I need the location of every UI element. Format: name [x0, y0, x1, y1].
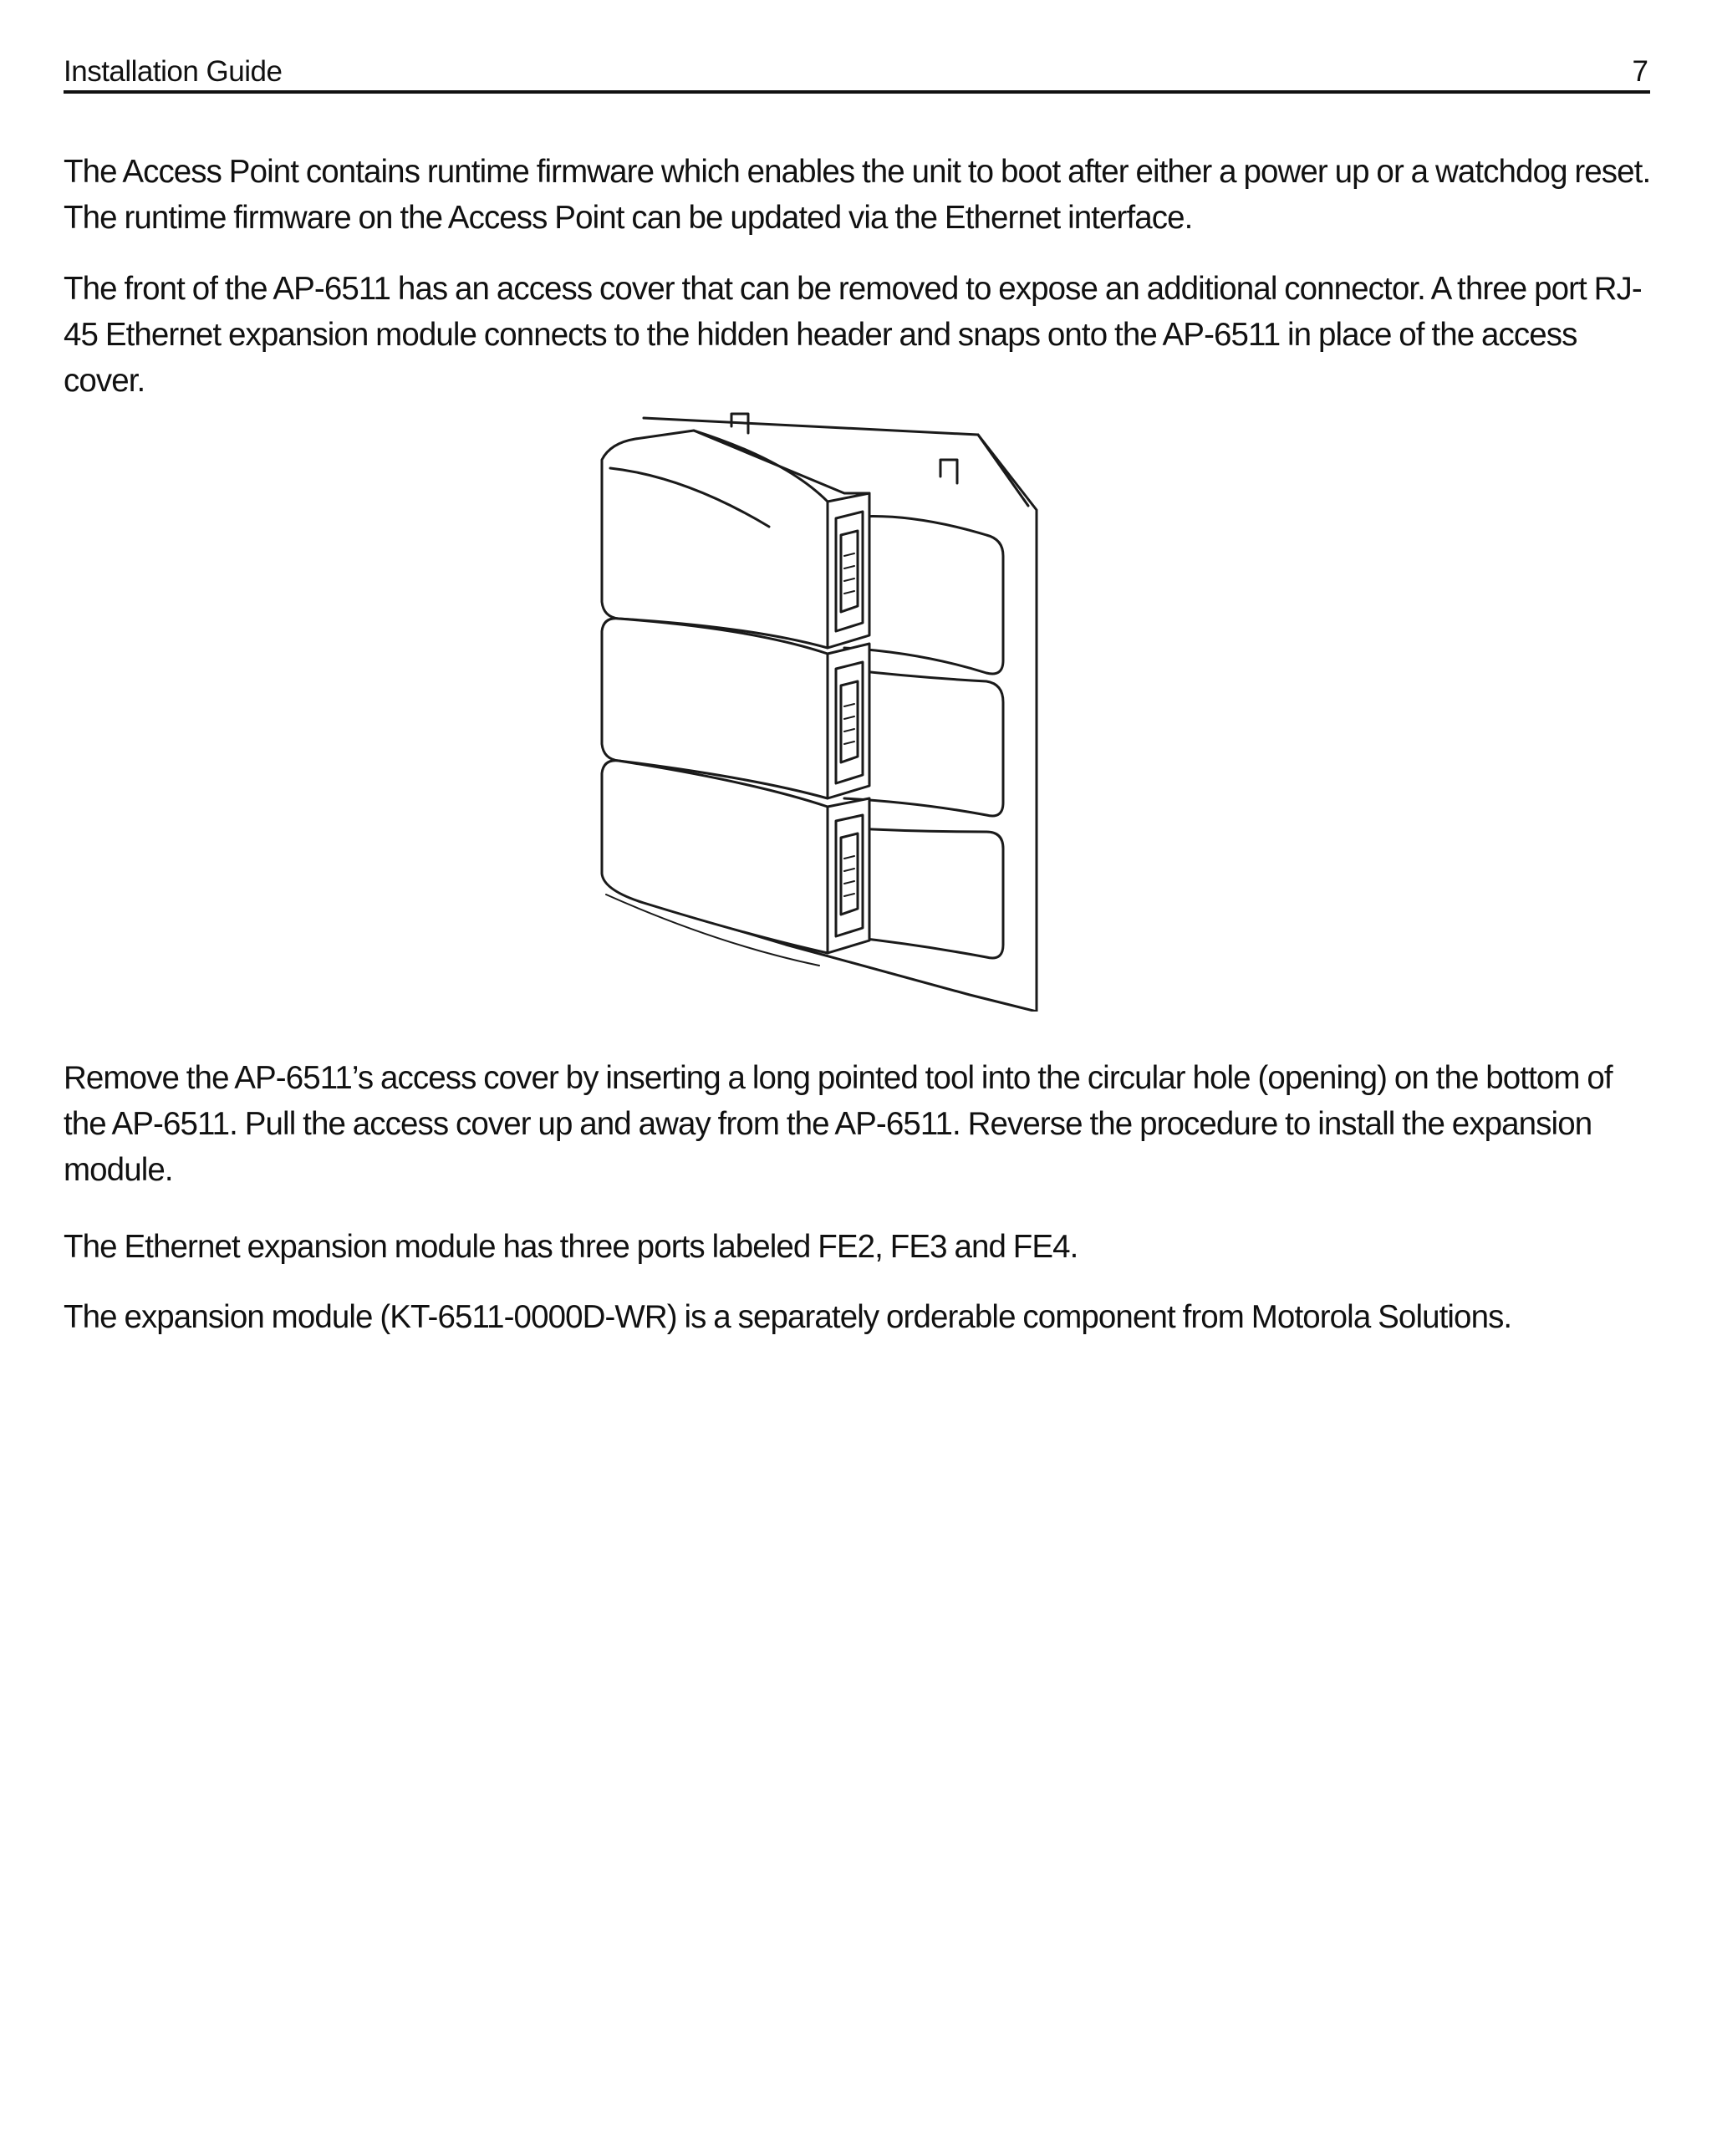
paragraph-remove-cover: Remove the AP-6511’s access cover by inserting a long pointed tool into the circular hole (opening) on the bottom of the AP-6511. Pull the access cover up and away from the AP-6511. Reverse the procedure to install the expansion module. [64, 1060, 1613, 1188]
paragraph-ports: The Ethernet expansion module has three ports labeled FE2, FE3 and FE4. [64, 1229, 1078, 1265]
port-fe3 [828, 644, 869, 798]
port-fe2 [828, 493, 869, 648]
expansion-module-illustration [585, 410, 1053, 1012]
page-number: 7 [1632, 55, 1648, 88]
module-body [602, 431, 828, 966]
paragraph-firmware: The Access Point contains runtime firmware which enables the unit to boot after either a power up or a watchdog reset. The runtime firmware on the Access Point can be updated via the Ethernet interface. [64, 154, 1651, 236]
port-fe4 [828, 798, 869, 953]
page-header [64, 52, 1650, 94]
header-title: Installation Guide [64, 55, 283, 88]
paragraph-access-cover: The front of the AP-6511 has an access cover that can be removed to expose an additional connector. A three port RJ-45 Ethernet expansion module connects to the hidden header and snaps onto the AP-6511 in place of the access cover. [64, 271, 1642, 399]
paragraph-orderable: The expansion module (KT-6511-0000D-WR) is a separately orderable component from Motorola Solutions. [64, 1299, 1512, 1335]
